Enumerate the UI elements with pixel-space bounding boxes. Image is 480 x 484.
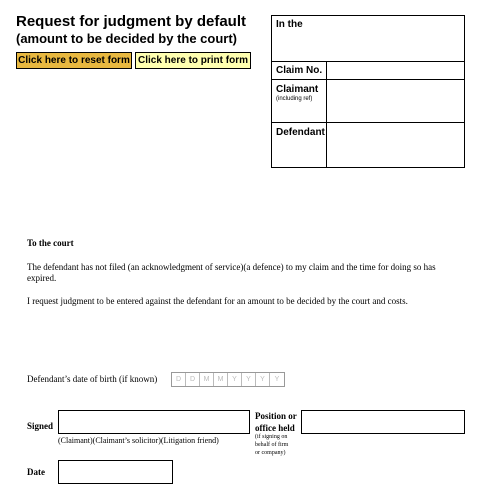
dob-year-2[interactable]: Y <box>242 373 256 386</box>
in-the-row <box>272 16 464 62</box>
defendant-row <box>272 123 464 167</box>
position-sub-label <box>255 433 288 457</box>
signatory-role-label: (Claimant)(Claimant’s solicitor)(Litigation friend) <box>58 436 219 445</box>
claim-no-row <box>272 62 464 80</box>
court-details-box <box>271 15 465 168</box>
claimant-row <box>272 80 464 123</box>
dob-label: Defendant’s date of birth (if known) <box>27 374 158 384</box>
dob-year-3[interactable]: Y <box>256 373 270 386</box>
print-form-button[interactable]: Click here to print form <box>135 52 251 69</box>
in-the-label: In the <box>276 19 303 30</box>
defendant-input[interactable] <box>326 123 464 167</box>
claimant-label: Claimant <box>276 84 319 95</box>
claimant-sub-label: (including ref) <box>276 96 313 102</box>
dob-input[interactable] <box>171 372 285 387</box>
defendant-label: Defendant <box>276 127 325 138</box>
dob-month-2[interactable]: M <box>214 373 228 386</box>
date-label: Date <box>27 467 45 477</box>
position-label-line-1: Position or <box>255 411 297 421</box>
statement-paragraph-2: I request judgment to be entered against the defendant for an amount to be decided by the court and costs. <box>27 296 408 306</box>
claimant-input[interactable] <box>326 80 464 122</box>
page-subtitle: (amount to be decided by the court) <box>16 31 238 46</box>
dob-month-1[interactable]: M <box>200 373 214 386</box>
page-title: Request for judgment by default <box>16 13 247 30</box>
signed-label: Signed <box>27 421 54 431</box>
dob-year-1[interactable]: Y <box>228 373 242 386</box>
dob-day-1[interactable]: D <box>172 373 186 386</box>
position-input[interactable] <box>301 410 465 434</box>
dob-year-4[interactable]: Y <box>274 376 280 383</box>
reset-form-button[interactable]: Click here to reset form <box>16 52 132 69</box>
claim-no-input[interactable] <box>326 62 464 79</box>
position-sub-line-1: (if signing on <box>255 434 288 440</box>
signature-input[interactable] <box>58 410 250 434</box>
dob-day-2[interactable]: D <box>186 373 200 386</box>
position-sub-line-2: behalf of firm <box>255 442 289 448</box>
date-input[interactable] <box>58 460 173 484</box>
position-sub-line-3: or company) <box>255 450 286 456</box>
to-the-court-heading: To the court <box>27 238 74 248</box>
position-label <box>255 410 297 434</box>
claim-no-label: Claim No. <box>276 65 323 76</box>
position-label-line-2: office held <box>255 423 295 433</box>
statement-paragraph-1: The defendant has not filed (an acknowledgment of service)(a defence) to my claim and the time for doing so has expired. <box>27 262 436 283</box>
